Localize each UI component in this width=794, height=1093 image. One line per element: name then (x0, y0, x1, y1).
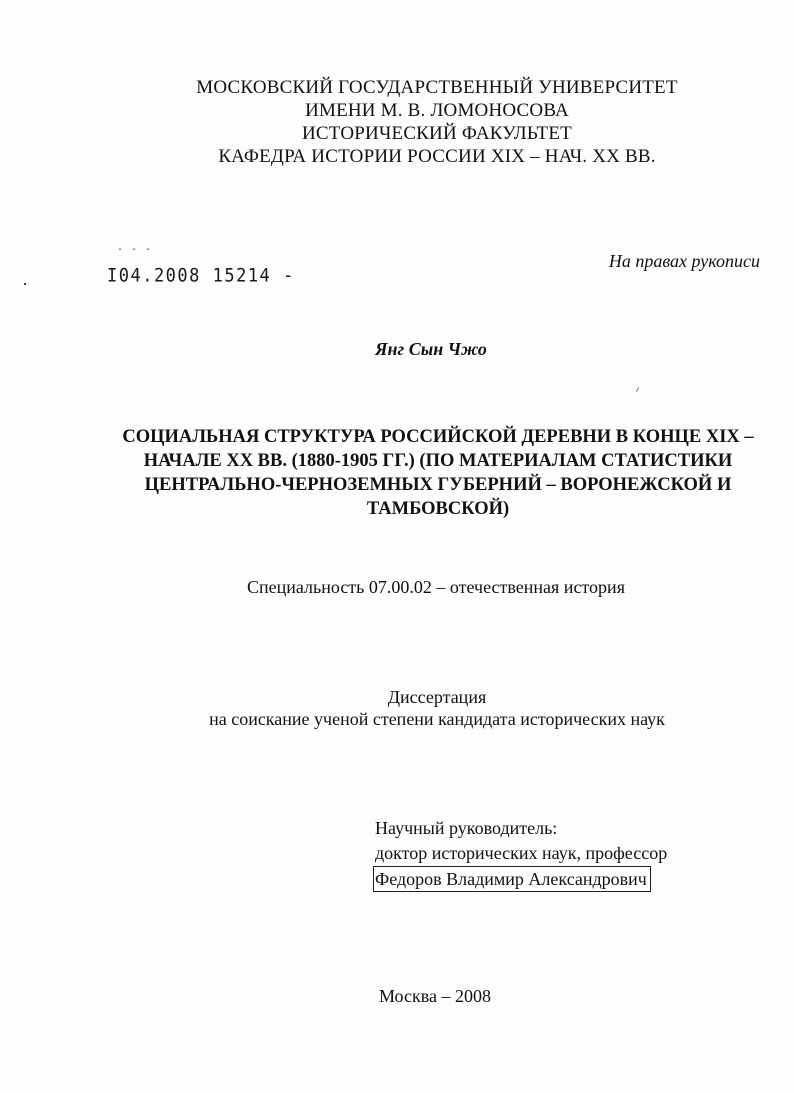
advisor-degree: доктор исторических наук, профессор (375, 843, 668, 863)
city-year: Москва – 2008 (379, 986, 491, 1006)
dissertation-type (0, 686, 794, 730)
title-line: СОЦИАЛЬНАЯ СТРУКТУРА РОССИЙСКОЙ ДЕРЕВНИ В КОНЦЕ XIX – (122, 427, 754, 447)
scan-dot-mark (24, 283, 26, 285)
degree-description: на соискание ученой степени кандидата исторических наук (209, 709, 665, 729)
scan-tick-mark (636, 387, 639, 392)
header-line: МОСКОВСКИЙ ГОСУДАРСТВЕННЫЙ УНИВЕРСИТЕТ (196, 77, 678, 98)
title-line: НАЧАЛЕ XX ВВ. (1880-1905 ГГ.) (ПО МАТЕРИАЛАМ СТАТИСТИКИ (143, 451, 733, 471)
advisor-name: Федоров Владимир Александрович (373, 866, 651, 892)
dissertation-title (110, 425, 766, 521)
manuscript-note: На правах рукописи (608, 251, 760, 271)
stamp-dots: - - - (117, 244, 153, 255)
university-header (0, 76, 794, 168)
title-line: ТАМБОВСКОЙ) (366, 499, 510, 519)
title-line: ЦЕНТРАЛЬНО-ЧЕРНОЗЕМНЫХ ГУБЕРНИЙ – ВОРОНЕЖСКОЙ И (144, 475, 732, 495)
header-line: КАФЕДРА ИСТОРИИ РОССИИ XIX – НАЧ. XX ВВ. (218, 146, 656, 167)
advisor-block (375, 816, 667, 892)
dissertation-label: Диссертация (387, 687, 487, 707)
author-name: Янг Сын Чжо (375, 339, 487, 359)
specialty-line: Специальность 07.00.02 – отечественная история (247, 577, 625, 597)
header-line: ИМЕНИ М. В. ЛОМОНОСОВА (305, 100, 569, 121)
advisor-label: Научный руководитель: (375, 818, 558, 838)
header-line: ИСТОРИЧЕСКИЙ ФАКУЛЬТЕТ (302, 123, 572, 144)
library-stamp-number: I04.2008 15214 - (107, 265, 295, 287)
